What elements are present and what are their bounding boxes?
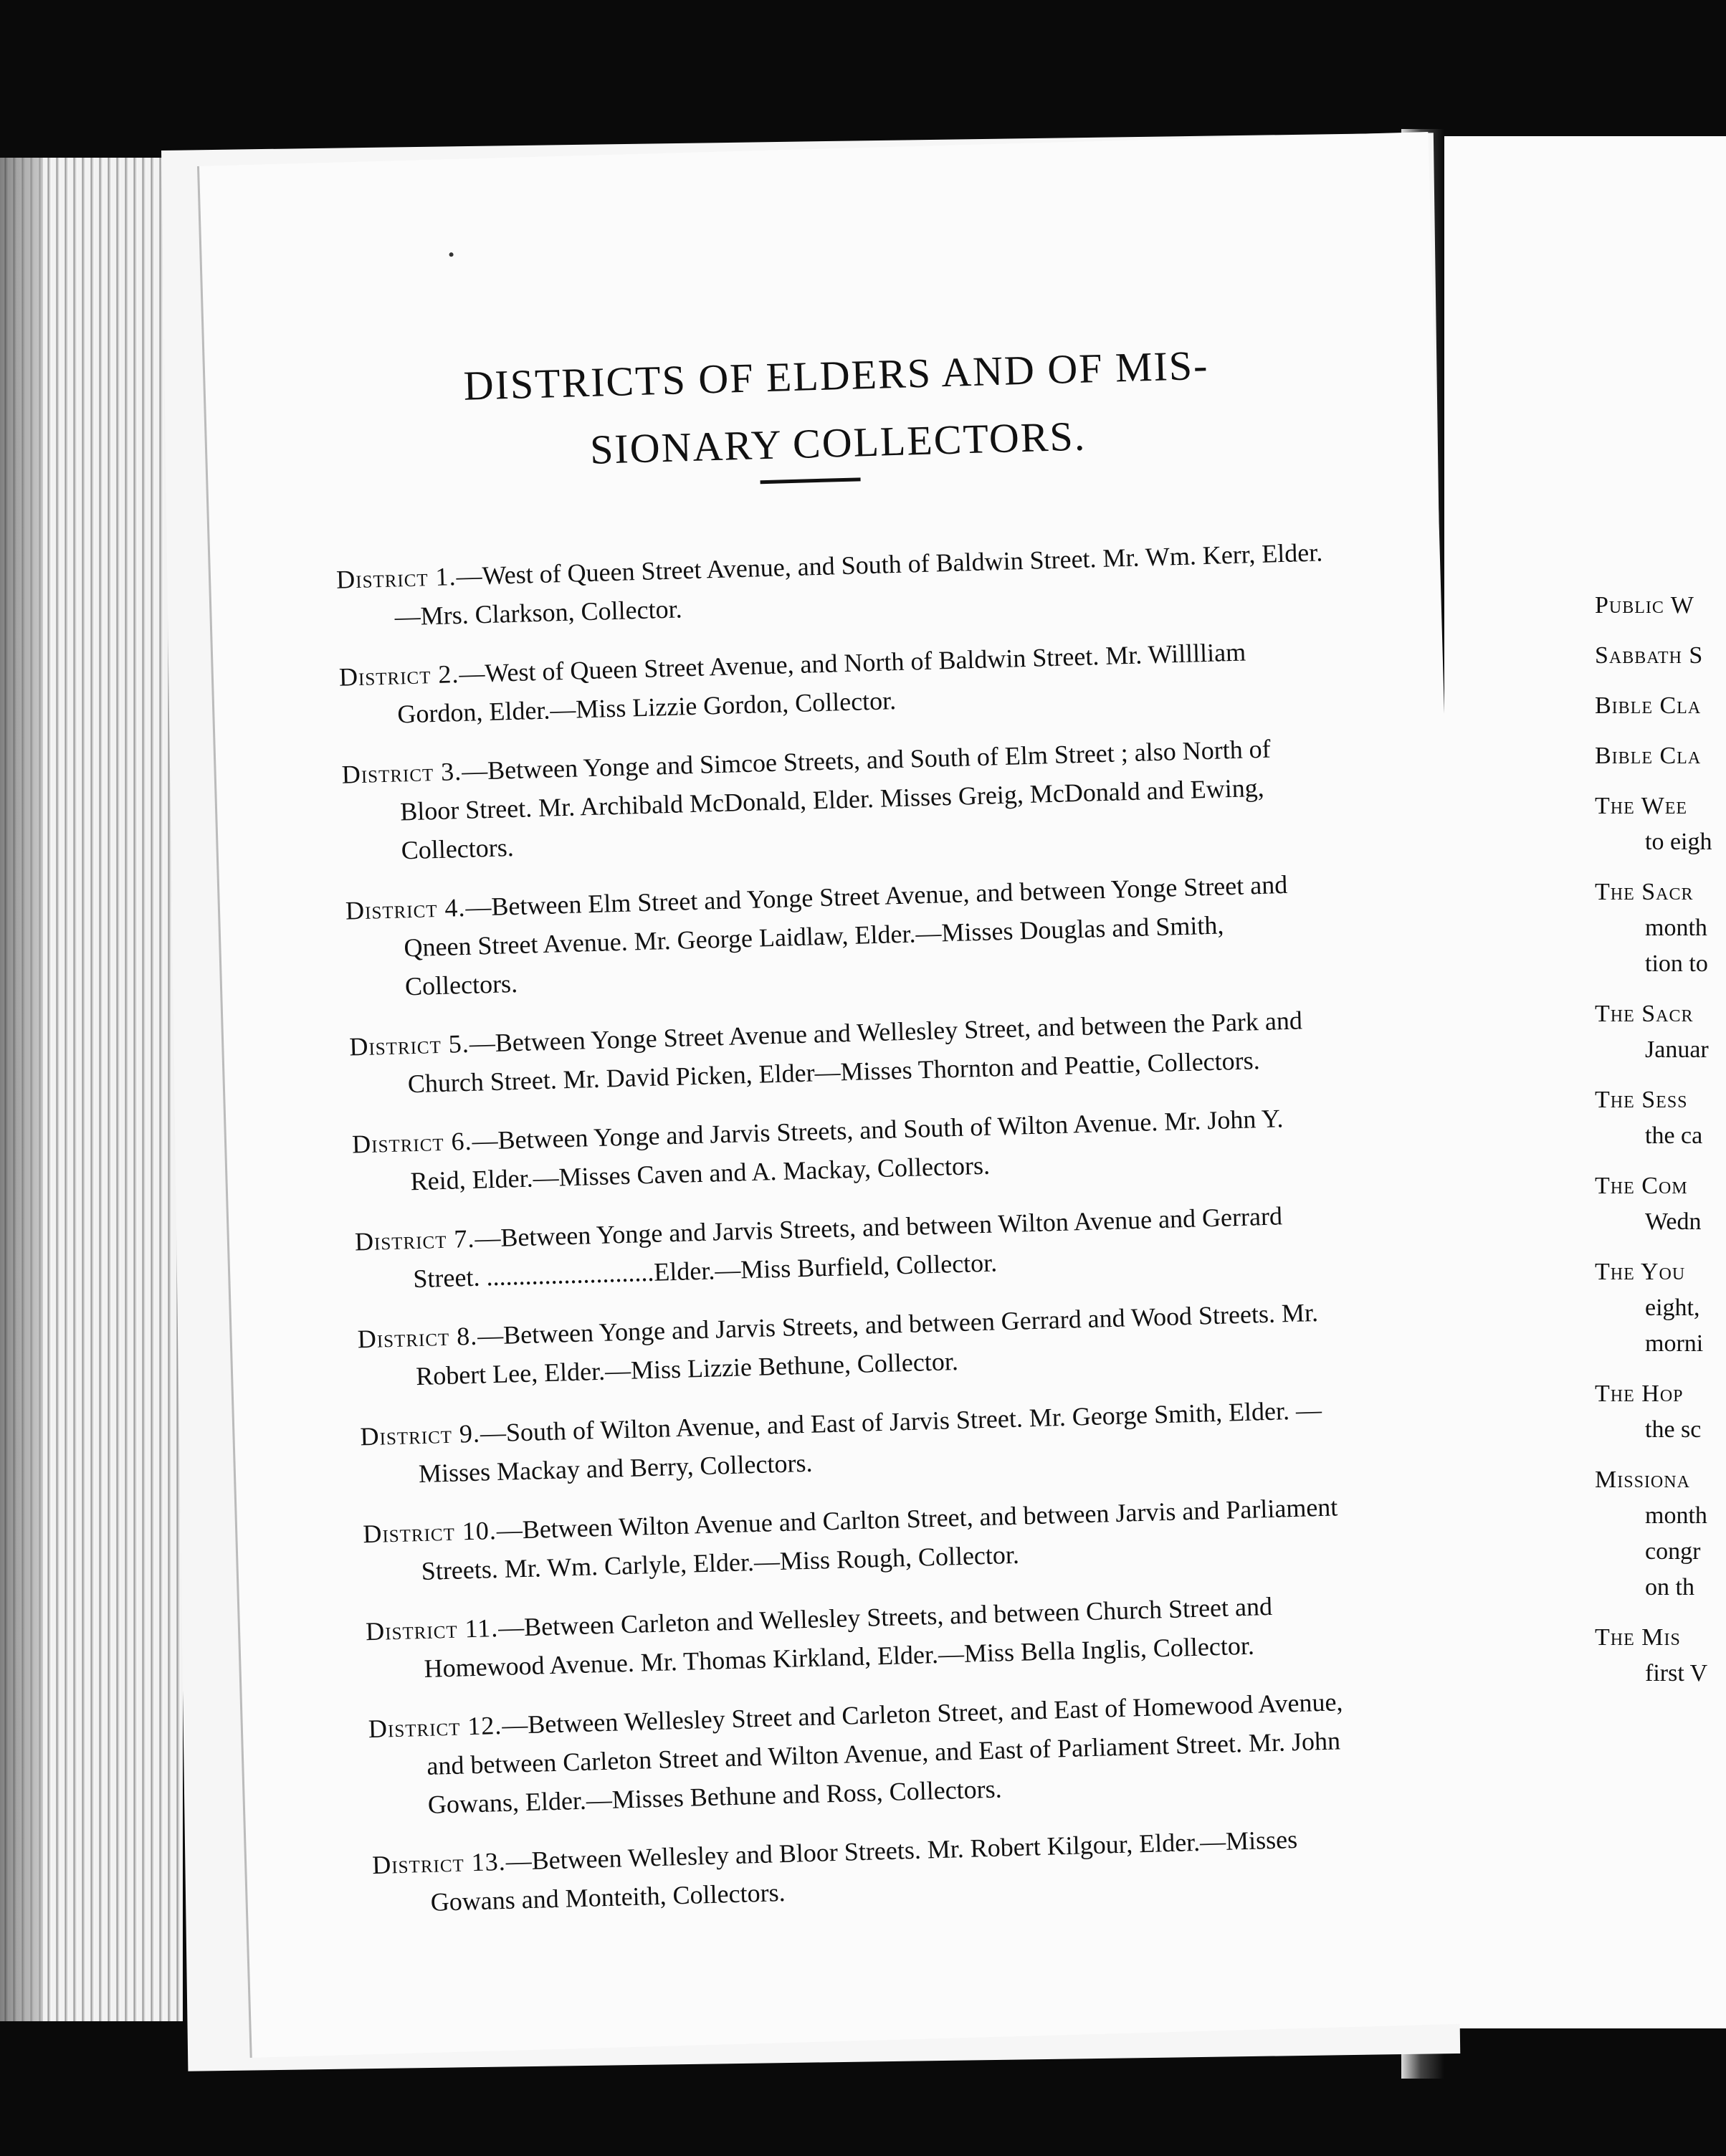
right-page-heading: Public W (1595, 592, 1694, 619)
district-entry (360, 1390, 1350, 1494)
right-page-continuation: Januar (1645, 1036, 1709, 1063)
right-page-continuation: eight, (1645, 1294, 1700, 1321)
right-page-item (1595, 1082, 1726, 1154)
district-entry (363, 1487, 1353, 1592)
right-page-heading: The Sess (1595, 1087, 1688, 1113)
right-page-heading: Bible Cla (1595, 692, 1702, 719)
right-page-heading: The Sacr (1595, 879, 1694, 905)
right-page-item (1595, 874, 1726, 982)
right-page-item (1595, 1254, 1726, 1362)
district-text: —Between Yonge and Jarvis Streets, and between Gerrard and Wood Streets. Mr. Robert Lee, Elder.—Miss Lizzie Bethune, Collector. (415, 1297, 1319, 1391)
right-page-heading: The Wee (1595, 793, 1688, 819)
right-page-continuation: first V (1645, 1660, 1708, 1687)
right-page-item (1595, 688, 1726, 724)
district-entry (354, 1195, 1345, 1299)
district-text: —South of Wilton Avenue, and East of Jarvis Street. Mr. George Smith, Elder. —Misses Mackay and Berry, Collectors. (418, 1395, 1322, 1489)
right-page-heading: The Sacr (1595, 1001, 1694, 1027)
district-text: —Between Carleton and Wellesley Streets, and between Church Street and Homewood Avenue. Mr. Thomas Kirkland, Elder.—Miss Bella Inglis, Collector. (424, 1591, 1273, 1683)
district-label: District 5. (348, 1029, 470, 1062)
ink-speck (449, 252, 453, 257)
district-entry (349, 1000, 1340, 1105)
title-line-1: DISTRICTS OF ELDERS AND OF MIS- (462, 341, 1210, 409)
district-label: District 6. (351, 1126, 473, 1159)
district-label: District 2. (338, 659, 459, 692)
district-label: District 8. (357, 1321, 478, 1354)
page-edge-shadow (0, 158, 43, 2021)
district-label: District 4. (345, 892, 467, 925)
district-text: —Between Yonge and Jarvis Streets, and between Wilton Avenue and Gerrard Street. ..........................Elder.—Miss Burfield, Collector. (412, 1201, 1283, 1294)
right-page-continuation: the sc (1645, 1416, 1702, 1443)
right-page-continuation: on th (1645, 1574, 1694, 1601)
right-page-continuation: congr (1645, 1538, 1701, 1565)
district-entry (368, 1682, 1360, 1826)
district-label: District 9. (360, 1418, 481, 1451)
district-label: District 7. (354, 1224, 475, 1256)
right-page-item (1595, 1168, 1726, 1240)
district-text: —Between Wellesley and Bloor Streets. Mr. Robert Kilgour, Elder.—Misses Gowans and Monteith, Collectors. (430, 1825, 1298, 1917)
right-page-item (1595, 1376, 1726, 1448)
district-label: District 11. (365, 1613, 499, 1646)
left-page (197, 132, 1481, 2058)
district-entry (351, 1097, 1342, 1202)
district-text: —West of Queen Street Avenue, and North of Baldwin Street. Mr. Willlliam Gordon, Elder.—Miss Lizzie Gordon, Collector. (396, 637, 1246, 729)
district-text: —Between Wilton Avenue and Carlton Street, and between Jarvis and Parliament Streets. Mr. Wm. Carlyle, Elder.—Miss Rough, Collector. (421, 1492, 1338, 1586)
right-page-heading: Sabbath S (1595, 642, 1704, 669)
district-label: District 10. (362, 1516, 497, 1549)
district-text: —West of Queen Street Avenue, and South of Baldwin Street. Mr. Wm. Kerr, Elder.—Mrs. Clarkson, Collector. (394, 538, 1323, 631)
district-text: —Between Yonge and Simcoe Streets, and South of Elm Street ; also North of Bloor Street. Mr. Archibald McDonald, Elder. Misses Greig, McDonald and Ewing, Collectors. (399, 734, 1272, 865)
district-entry (341, 728, 1333, 871)
right-page-item (1595, 996, 1726, 1068)
district-text: —Between Elm Street and Yonge Street Avenue, and between Yonge Street and Qneen Street Avenue. Mr. George Laidlaw, Elder.—Misses Douglas and Smith, Collectors. (403, 869, 1288, 1001)
district-entry (338, 630, 1329, 735)
right-page-item (1595, 638, 1726, 674)
title-divider (761, 477, 861, 484)
district-text: —Between Wellesley Street and Carleton Street, and East of Homewood Avenue, and between Carleton Street and Wilton Avenue, and East of Parliament Street. Mr. John Gowans, Elder.—Misses Bethune and Ross, Collectors. (426, 1687, 1343, 1819)
right-page-continuation: tion to (1645, 950, 1708, 977)
district-entry (372, 1818, 1363, 1923)
right-page-heading: The Com (1595, 1173, 1688, 1199)
right-page-continuation: Wedn (1645, 1208, 1702, 1235)
right-page-item (1595, 1462, 1726, 1606)
right-page-heading: The Hop (1595, 1380, 1684, 1407)
right-page-continuation: the ca (1645, 1122, 1703, 1149)
right-page-list (1595, 588, 1726, 1706)
district-entry (345, 864, 1337, 1007)
title-line-2: SIONARY COLLECTORS. (589, 412, 1087, 473)
right-page-continuation: month (1645, 915, 1707, 941)
district-list (335, 533, 1363, 1943)
right-page-item (1595, 738, 1726, 774)
district-text: —Between Yonge and Jarvis Streets, and South of Wilton Avenue. Mr. John Y. Reid, Elder.—Misses Caven and A. Mackay, Collectors. (410, 1104, 1284, 1196)
right-page-item (1595, 1620, 1726, 1692)
district-entry (335, 533, 1326, 637)
right-page-heading: The Mis (1595, 1624, 1681, 1651)
district-entry (357, 1292, 1348, 1397)
district-label: District 3. (341, 757, 462, 789)
page-title (358, 329, 1315, 490)
district-label: District 13. (371, 1846, 507, 1880)
right-page-heading: The You (1595, 1259, 1686, 1285)
district-label: District 12. (368, 1710, 502, 1744)
right-page-continuation: morni (1645, 1330, 1704, 1357)
district-entry (365, 1585, 1355, 1689)
district-text: —Between Yonge Street Avenue and Wellesley Street, and between the Park and Church Street. Mr. David Picken, Elder—Misses Thornton and Peattie, Collectors. (407, 1006, 1303, 1099)
right-page-heading: Bible Cla (1595, 743, 1702, 769)
right-page-heading: Missiona (1595, 1466, 1690, 1493)
right-page-item (1595, 588, 1726, 624)
right-page-continuation: month (1645, 1502, 1707, 1529)
right-page-continuation: to eigh (1645, 829, 1712, 855)
district-label: District 1. (335, 562, 457, 594)
right-page-item (1595, 788, 1726, 860)
